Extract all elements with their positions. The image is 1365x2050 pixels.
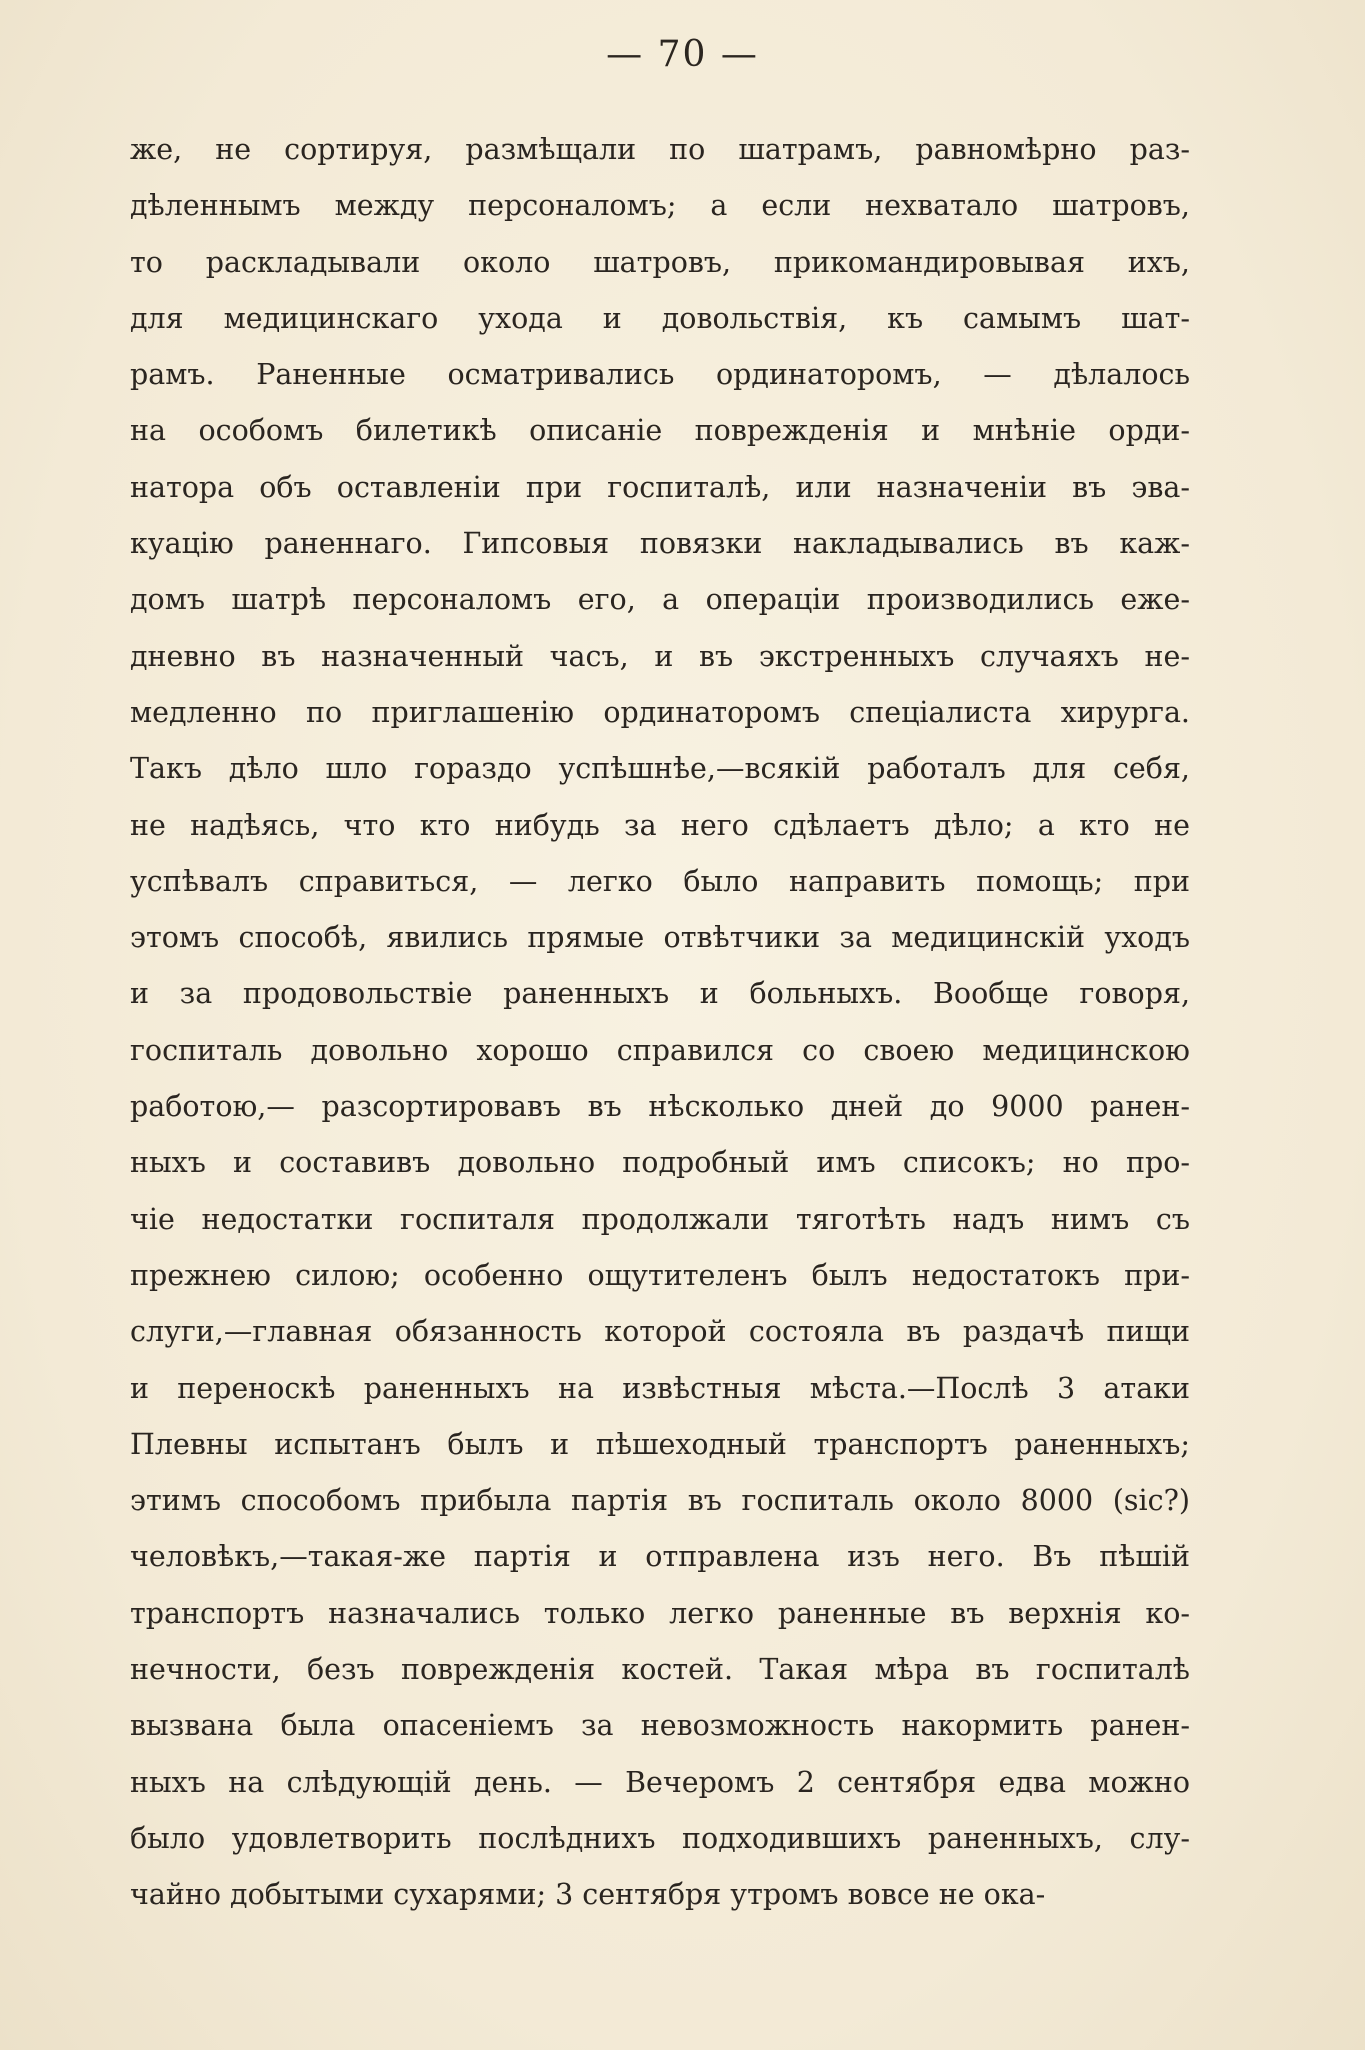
- text-line: человѣкъ,—такая-же партія и отправлена изъ него. Въ пѣшій: [130, 1540, 1190, 1574]
- text-line: и за продовольствіе раненныхъ и больныхъ. Вообще говоря,: [130, 977, 1190, 1011]
- text-line: ныхъ и составивъ довольно подробный имъ списокъ; но про-: [130, 1146, 1190, 1180]
- text-line: рамъ. Раненные осматривались ординаторомъ, — дѣлалось: [130, 358, 1190, 392]
- text-line: чайно добытыми сухарями; 3 сентября утромъ вовсе не ока-: [130, 1878, 1046, 1912]
- text-line: этимъ способомъ прибыла партія въ госпиталь около 8000 (sic?): [130, 1484, 1190, 1518]
- text-line: Плевны испытанъ былъ и пѣшеходный транспортъ раненныхъ;: [130, 1427, 1190, 1461]
- text-line: же, не сортируя, размѣщали по шатрамъ, равномѣрно раз-: [130, 133, 1190, 166]
- text-line: то раскладывали около шатровъ, прикомандировывая ихъ,: [130, 245, 1190, 279]
- text-line: и переноскѣ раненныхъ на извѣстныя мѣста.—Послѣ 3 атаки: [130, 1371, 1190, 1405]
- text-line: натора объ оставленіи при госпиталѣ, или назначеніи въ эва-: [130, 470, 1190, 504]
- body-text: [130, 122, 1190, 1924]
- text-line: дѣленнымъ между персоналомъ; а если нехватало шатровъ,: [130, 189, 1190, 223]
- text-line: успѣвалъ справиться, — легко было направить помощь; при: [130, 864, 1190, 898]
- text-line: госпиталь довольно хорошо справился со своею медицинскою: [130, 1033, 1190, 1067]
- text-line: было удовлетворить послѣднихъ подходившихъ раненныхъ, слу-: [130, 1821, 1190, 1855]
- text-line: этомъ способѣ, явились прямые отвѣтчики за медицинскій уходъ: [130, 921, 1190, 955]
- text-line: домъ шатрѣ персоналомъ его, а операціи производились еже-: [130, 583, 1190, 617]
- text-line: не надѣясь, что кто нибудь за него сдѣлаетъ дѣло; а кто не: [130, 808, 1190, 842]
- text-line: для медицинскаго ухода и довольствія, къ самымъ шат-: [130, 301, 1190, 335]
- text-line: ныхъ на слѣдующій день. — Вечеромъ 2 сентября едва можно: [130, 1765, 1190, 1799]
- text-line: слуги,—главная обязанность которой состояла въ раздачѣ пищи: [130, 1315, 1190, 1349]
- text-line: прежнею силою; особенно ощутителенъ былъ недостатокъ при-: [130, 1258, 1190, 1292]
- page-number: — 70 —: [606, 34, 759, 75]
- text-line: чіе недостатки госпиталя продолжали тяготѣть надъ нимъ съ: [130, 1202, 1190, 1236]
- text-line: куацію раненнаго. Гипсовыя повязки накладывались въ каж-: [130, 527, 1190, 561]
- text-line: на особомъ билетикѣ описаніе поврежденія и мнѣніе орди-: [130, 414, 1190, 448]
- text-line: вызвана была опасеніемъ за невозможность накормить ранен-: [130, 1709, 1190, 1743]
- text-line: медленно по приглашенію ординаторомъ спеціалиста хирурга.: [130, 695, 1190, 729]
- text-line: транспортъ назначались только легко раненные въ верхнія ко-: [130, 1596, 1190, 1630]
- text-line: дневно въ назначенный часъ, и въ экстренныхъ случаяхъ не-: [130, 639, 1190, 673]
- text-line: работою,— разсортировавъ въ нѣсколько дней до 9000 ранен-: [130, 1090, 1190, 1124]
- text-line: Такъ дѣло шло гораздо успѣшнѣе,—всякій работалъ для себя,: [130, 752, 1190, 786]
- text-line: нечности, безъ поврежденія костей. Такая мѣра въ госпиталѣ: [130, 1653, 1190, 1687]
